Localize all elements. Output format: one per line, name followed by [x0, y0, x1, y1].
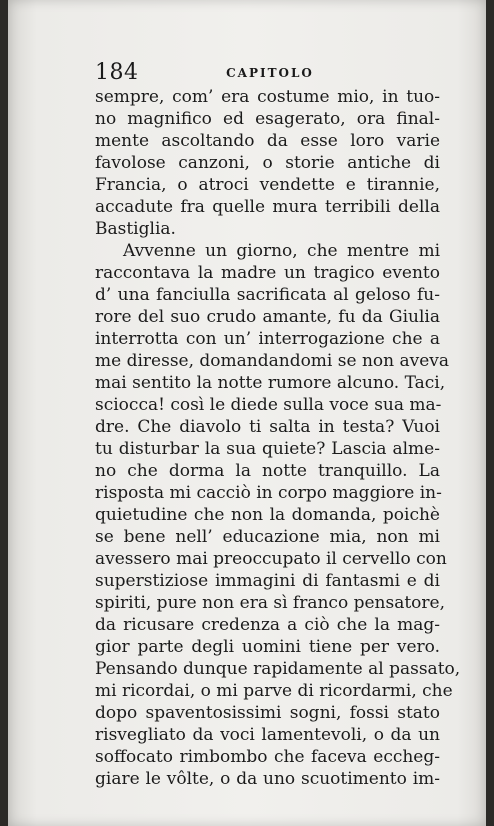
- text-line: Pensando dunque rapidamente al passato,: [95, 659, 461, 679]
- text-line: mai sentito la notte rumore alcuno. Taci,: [95, 373, 446, 393]
- page-header: [95, 58, 445, 88]
- text-line: giare le vôlte, o da uno scuotimento im-: [95, 769, 440, 789]
- text-line: dre. Che diavolo ti salta in testa? Vuoi: [95, 417, 440, 437]
- text-line: interrotta con un’ interrogazione che a: [95, 329, 440, 349]
- page-number: 184: [95, 60, 139, 85]
- paragraph-start-line: Avvenne un giorno, che mentre mi: [123, 241, 440, 261]
- text-line: risvegliato da voci lamentevoli, o da un: [95, 725, 440, 745]
- body-text: [95, 86, 461, 790]
- running-head: CAPITOLO: [226, 66, 314, 80]
- text-line: risposta mi cacciò in corpo maggiore in-: [95, 483, 442, 503]
- text-line: da ricusare credenza a ciò che la mag-: [95, 615, 440, 635]
- text-line: gior parte degli uomini tiene per vero.: [95, 637, 440, 657]
- text-line: spiriti, pure non era sì franco pensatore,: [95, 593, 446, 613]
- text-line: me diresse, domandandomi se non aveva: [95, 351, 450, 371]
- text-line: se bene nell’ educazione mia, non mi: [95, 527, 440, 547]
- text-line: mente ascoltando da esse loro varie: [95, 131, 440, 151]
- text-line: quietudine che non la domanda, poichè: [95, 505, 440, 525]
- text-line: accadute fra quelle mura terribili della: [95, 197, 440, 217]
- text-line: superstiziose immagini di fantasmi e di: [95, 571, 440, 591]
- text-line: Bastiglia.: [95, 219, 176, 239]
- text-line: raccontava la madre un tragico evento: [95, 263, 440, 283]
- text-line: Francia, o atroci vendette e tirannie,: [95, 175, 440, 195]
- text-line: soffocato rimbombo che faceva eccheg-: [95, 747, 440, 767]
- text-line: dopo spaventosissimi sogni, fossi stato: [95, 703, 440, 723]
- book-page: [8, 0, 486, 826]
- text-line: tu disturbar la sua quiete? Lascia alme-: [95, 439, 440, 459]
- text-line: rore del suo crudo amante, fu da Giulia: [95, 307, 440, 327]
- text-line: d’ una fanciulla sacrificata al geloso fu-: [95, 285, 440, 305]
- text-line: avessero mai preoccupato il cervello con: [95, 549, 447, 569]
- text-line: no che dorma la notte tranquillo. La: [95, 461, 440, 481]
- text-line: no magnifico ed esagerato, ora final-: [95, 109, 440, 129]
- text-line: sciocca! così le diede sulla voce sua ma-: [95, 395, 442, 415]
- text-line: sempre, com’ era costume mio, in tuo-: [95, 87, 440, 107]
- text-line: mi ricordai, o mi parve di ricordarmi, che: [95, 681, 453, 701]
- text-line: favolose canzoni, o storie antiche di: [95, 153, 440, 173]
